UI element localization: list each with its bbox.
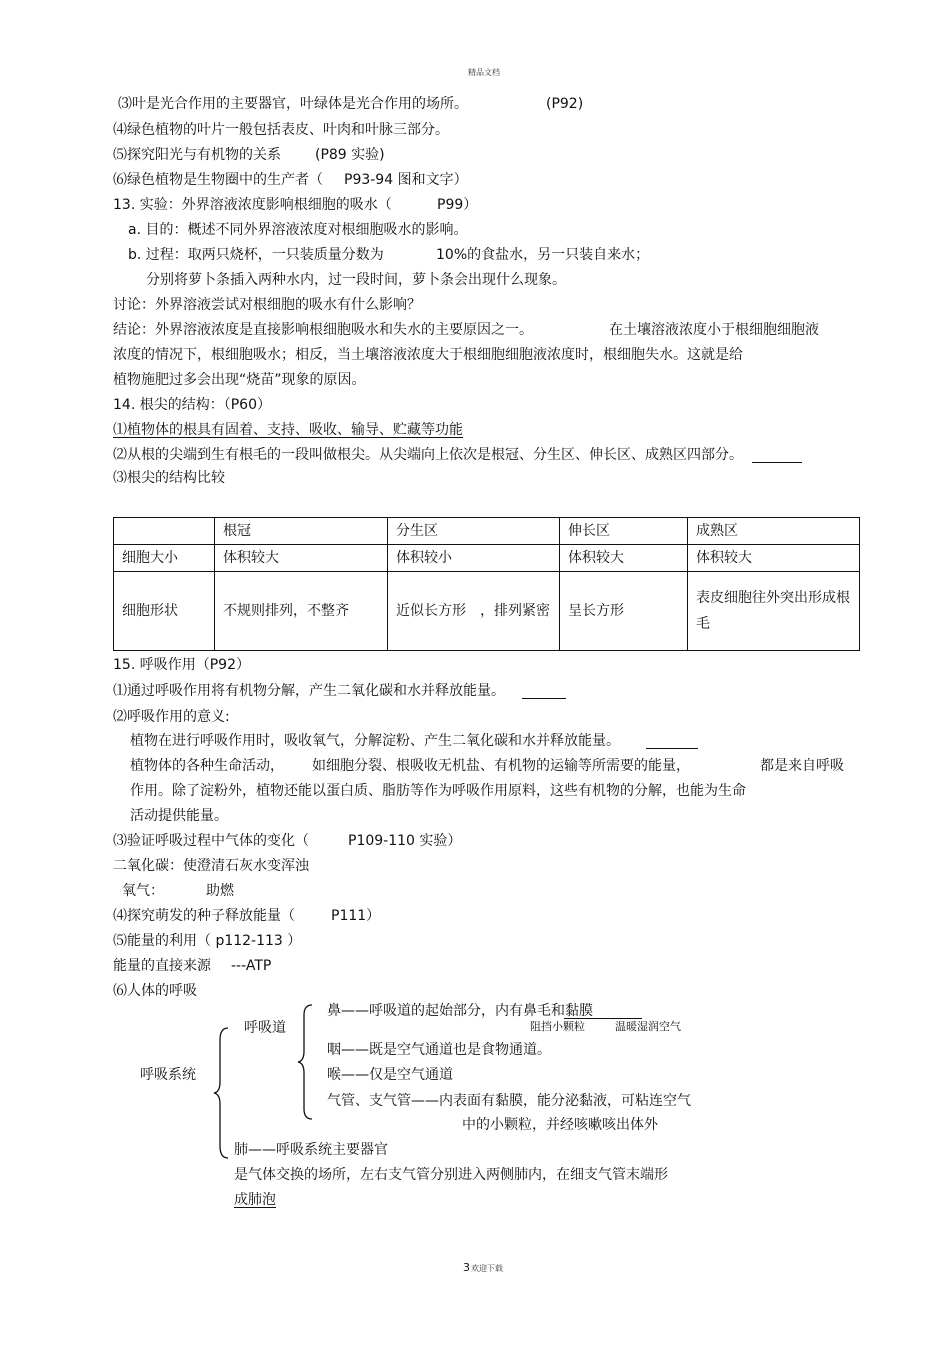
- section-heading: 13. 实验：外界溶液浓度影响根细胞的吸水（: [113, 197, 392, 213]
- underline: [646, 748, 698, 749]
- text-line: ⑷探究萌发的种子释放能量（: [113, 908, 295, 924]
- text-line: 植物体的各种生命活动，: [130, 758, 284, 774]
- text-line: 都是来自呼吸: [760, 758, 844, 774]
- underline: [522, 698, 566, 699]
- underline: [752, 462, 802, 463]
- respiratory-system-label: 呼吸系统: [140, 1067, 196, 1083]
- text-line: 结论：外界溶液浓度是直接影响根细胞吸水和失水的主要原因之一。: [113, 322, 533, 338]
- table-cell: 成熟区: [688, 518, 860, 545]
- text-line: b. 过程：取两只烧杯，一只装质量分数为: [128, 247, 384, 263]
- text-line: 讨论：外界溶液尝试对根细胞的吸水有什么影响？: [113, 297, 421, 313]
- text-line: 二氧化碳：使澄清石灰水变浑浊: [113, 858, 309, 874]
- lung-desc-line: 成肺泡: [234, 1192, 276, 1208]
- text-line: ⑸能量的利用（ p112-113 ）: [113, 933, 302, 949]
- table-row: [114, 545, 860, 572]
- text-line: ⑷绿色植物的叶片一般包括表皮、叶肉和叶脉三部分。: [113, 122, 449, 138]
- nose-note: 温暖湿润空气: [615, 1020, 681, 1033]
- text-line: ⑹人体的呼吸: [113, 983, 197, 999]
- table-cell: 体积较大: [688, 545, 860, 572]
- table-cell: 细胞形状: [114, 572, 215, 651]
- text-line: 氧气：: [122, 883, 164, 899]
- text-line: 在土壤溶液浓度小于根细胞细胞液: [609, 322, 819, 338]
- page-footer: 欢迎下载: [471, 1264, 503, 1273]
- table-cell: 根冠: [215, 518, 388, 545]
- outer-brace-icon: [212, 1026, 232, 1160]
- text-line: P109-110 实验）: [348, 833, 462, 849]
- table-cell: 伸长区: [560, 518, 688, 545]
- text-line: a. 目的：概述不同外界溶液浓度对根细胞吸水的影响。: [128, 222, 468, 238]
- root-tip-comparison-table: [113, 517, 860, 651]
- text-line: 如细胞分裂、根吸收无机盐、有机物的运输等所需要的能量，: [312, 758, 690, 774]
- text-line: (P89 实验): [315, 147, 385, 163]
- table-cell: 近似长方形 ，排列紧密: [388, 572, 560, 651]
- text-line: ⑵从根的尖端到生有根毛的一段叫做根尖。从尖端向上依次是根冠、分生区、伸长区、成熟区四部分。: [113, 447, 743, 463]
- lung-line: 肺——呼吸系统主要器官: [234, 1142, 388, 1158]
- lung-desc-line: 是气体交换的场所，左右支气管分别进入两侧肺内，在细支气管末端形: [234, 1167, 668, 1183]
- section-heading: 14. 根尖的结构：（P60）: [113, 397, 271, 413]
- section-heading: 15. 呼吸作用（P92）: [113, 657, 250, 673]
- trachea-line: 气管、支气管——内表面有黏膜，能分泌黏液，可粘连空气: [327, 1093, 691, 1109]
- text-line: ⑶验证呼吸过程中气体的变化（: [113, 833, 309, 849]
- larynx-line: 喉——仅是空气通道: [327, 1067, 453, 1083]
- text-line: 助燃: [206, 883, 234, 899]
- table-cell: [114, 518, 215, 545]
- table-row: [114, 572, 860, 651]
- text-line: P93-94 图和文字）: [344, 172, 468, 188]
- text-line: ⑴通过呼吸作用将有机物分解，产生二氧化碳和水并释放能量。: [113, 683, 505, 699]
- table-header-row: [114, 518, 860, 545]
- table-cell: 细胞大小: [114, 545, 215, 572]
- page-number: 3: [463, 1261, 470, 1274]
- table-cell: 体积较小: [388, 545, 560, 572]
- text-line: 作用。除了淀粉外，植物还能以蛋白质、脂肪等作为呼吸作用原料，这些有机物的分解，也能为生命: [130, 783, 746, 799]
- nose-note: 阻挡小颗粒: [530, 1020, 585, 1033]
- text-line: 植物施肥过多会出现“烧苗”现象的原因。: [113, 372, 366, 388]
- table-cell: 体积较大: [215, 545, 388, 572]
- text-line: P111）: [331, 908, 381, 924]
- text-line: ⑹绿色植物是生物圈中的生产者（: [113, 172, 323, 188]
- table-cell: 表皮细胞往外突出形成根毛: [688, 572, 860, 651]
- page-header: 精品文档: [468, 68, 500, 77]
- pharynx-line: 咽——既是空气通道也是食物通道。: [327, 1042, 551, 1058]
- table-cell: 呈长方形: [560, 572, 688, 651]
- underline: [564, 1018, 642, 1019]
- text-line: P99）: [437, 197, 478, 213]
- text-line: ⑵呼吸作用的意义:: [113, 709, 230, 725]
- table-cell: 不规则排列，不整齐: [215, 572, 388, 651]
- text-line: ⑸探究阳光与有机物的关系: [113, 147, 281, 163]
- text-line: ---ATP: [231, 958, 272, 974]
- text-line: 植物在进行呼吸作用时，吸收氧气，分解淀粉、产生二氧化碳和水并释放能量。: [130, 733, 620, 749]
- nose-line: 鼻——呼吸道的起始部分，内有鼻毛和黏膜: [327, 1003, 593, 1019]
- text-line: 分别将萝卜条插入两种水内，过一段时间，萝卜条会出现什么现象。: [146, 272, 566, 288]
- respiratory-tract-label: 呼吸道: [244, 1020, 286, 1036]
- text-line: 能量的直接来源: [113, 958, 211, 974]
- inner-brace-icon: [296, 1003, 316, 1121]
- table-cell: 体积较大: [560, 545, 688, 572]
- table-cell: 分生区: [388, 518, 560, 545]
- text-line: (P92): [546, 96, 584, 112]
- text-line: ⑶叶是光合作用的主要器官，叶绿体是光合作用的场所。: [118, 96, 468, 112]
- text-line: ⑶根尖的结构比较: [113, 470, 225, 486]
- text-line: 活动提供能量。: [130, 808, 228, 824]
- text-line: ⑴植物体的根具有固着、支持、吸收、输导、贮藏等功能: [113, 422, 463, 438]
- text-line: 浓度的情况下，根细胞吸水；相反，当土壤溶液浓度大于根细胞细胞液浓度时，根细胞失水。这就是给: [113, 347, 743, 363]
- text-line: 10%的食盐水，另一只装自来水；: [436, 247, 650, 263]
- trachea-line: 中的小颗粒，并经咳嗽咳出体外: [462, 1117, 658, 1133]
